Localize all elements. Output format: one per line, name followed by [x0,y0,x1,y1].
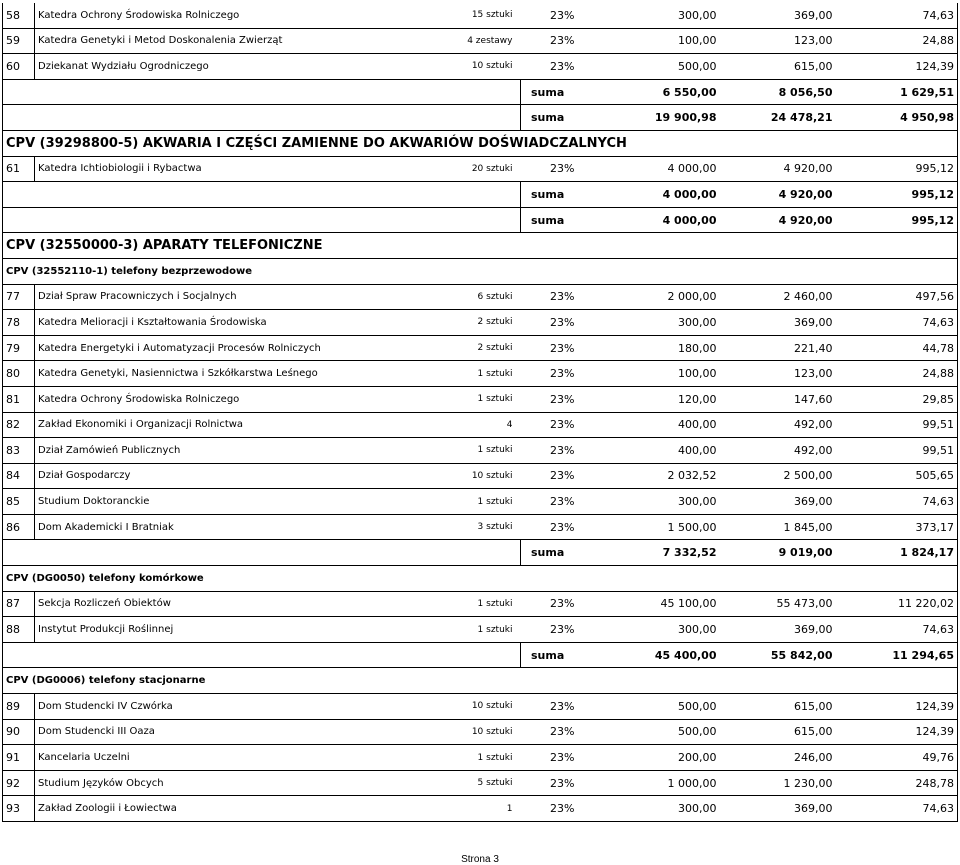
vat-rate: 23% [521,335,578,361]
sum-label: suma [521,540,578,566]
row-number: 86 [3,514,35,540]
table-row [3,386,958,412]
vat-amount: 11 220,02 [836,591,958,617]
vat-rate: 23% [521,361,578,387]
table-row [3,514,958,540]
net-value: 2 032,52 [578,463,720,489]
unit-name: Katedra Ochrony Środowiska Rolniczego [35,386,449,412]
gross-value: 123,00 [720,28,836,54]
quantity: 1 sztuki [449,438,521,464]
sum-net: 4 000,00 [578,207,720,233]
gross-value: 4 920,00 [720,156,836,182]
quantity: 1 sztuki [449,745,521,771]
row-number: 91 [3,745,35,771]
cpv-group-heading [3,233,958,259]
heading-text: CPV (DG0050) telefony komórkowe [3,566,958,592]
gross-value: 615,00 [720,694,836,720]
sum-net: 6 550,00 [578,79,720,105]
quantity: 1 sztuki [449,617,521,643]
vat-amount: 74,63 [836,796,958,822]
cpv-subgroup-heading [3,258,958,284]
net-value: 300,00 [578,796,720,822]
net-value: 300,00 [578,617,720,643]
quantity: 2 sztuki [449,335,521,361]
unit-name: Dział Spraw Pracowniczych i Socjalnych [35,284,449,310]
table-row [3,719,958,745]
vat-rate: 23% [521,284,578,310]
unit-name: Kancelaria Uczelni [35,745,449,771]
sum-spacer [3,207,521,233]
table-row [3,796,958,822]
sum-gross: 4 920,00 [720,182,836,208]
sum-label: suma [521,79,578,105]
gross-value: 369,00 [720,310,836,336]
unit-name: Dom Studencki IV Czwórka [35,694,449,720]
sum-gross: 9 019,00 [720,540,836,566]
sum-vat: 4 950,98 [836,105,958,131]
quantity: 1 sztuki [449,591,521,617]
table-row [3,412,958,438]
unit-name: Katedra Genetyki i Metod Doskonalenia Zwierząt [35,28,449,54]
unit-name: Sekcja Rozliczeń Obiektów [35,591,449,617]
gross-value: 1 845,00 [720,514,836,540]
vat-amount: 24,88 [836,28,958,54]
sum-gross: 55 842,00 [720,642,836,668]
gross-value: 369,00 [720,796,836,822]
heading-text: CPV (32552110-1) telefony bezprzewodowe [3,258,958,284]
gross-value: 492,00 [720,412,836,438]
net-value: 300,00 [578,310,720,336]
vat-rate: 23% [521,694,578,720]
unit-name: Dom Studencki III Oaza [35,719,449,745]
gross-value: 123,00 [720,361,836,387]
sum-vat: 11 294,65 [836,642,958,668]
quantity: 15 sztuki [449,3,521,28]
vat-rate: 23% [521,617,578,643]
quantity: 1 sztuki [449,386,521,412]
row-number: 59 [3,28,35,54]
page-number: Strona 3 [461,854,499,865]
sum-vat: 995,12 [836,207,958,233]
sum-spacer [3,79,521,105]
row-number: 85 [3,489,35,515]
net-value: 400,00 [578,438,720,464]
sum-row [3,207,958,233]
vat-rate: 23% [521,28,578,54]
vat-rate: 23% [521,745,578,771]
vat-amount: 74,63 [836,617,958,643]
table-row [3,156,958,182]
net-value: 180,00 [578,335,720,361]
quantity: 2 sztuki [449,310,521,336]
vat-rate: 23% [521,719,578,745]
quantity: 5 sztuki [449,770,521,796]
cpv-group-heading [3,130,958,156]
net-value: 4 000,00 [578,156,720,182]
vat-amount: 74,63 [836,489,958,515]
table-row [3,28,958,54]
net-value: 500,00 [578,719,720,745]
heading-text: CPV (DG0006) telefony stacjonarne [3,668,958,694]
heading-text: CPV (39298800-5) AKWARIA I CZĘŚCI ZAMIENNE DO AKWARIÓW DOŚWIADCZALNYCH [3,130,958,156]
gross-value: 369,00 [720,617,836,643]
table-body [3,3,958,822]
vat-rate: 23% [521,514,578,540]
net-value: 400,00 [578,412,720,438]
cpv-subgroup-heading [3,668,958,694]
sum-vat: 995,12 [836,182,958,208]
sum-spacer [3,105,521,131]
cost-table [2,3,958,822]
sum-spacer [3,540,521,566]
row-number: 79 [3,335,35,361]
vat-amount: 24,88 [836,361,958,387]
net-value: 300,00 [578,3,720,28]
row-number: 61 [3,156,35,182]
unit-name: Dom Akademicki I Bratniak [35,514,449,540]
sum-net: 4 000,00 [578,182,720,208]
table-row [3,284,958,310]
table-row [3,770,958,796]
quantity: 1 sztuki [449,361,521,387]
unit-name: Katedra Melioracji i Kształtowania Środowiska [35,310,449,336]
vat-rate: 23% [521,796,578,822]
vat-rate: 23% [521,54,578,80]
vat-rate: 23% [521,463,578,489]
unit-name: Studium Doktoranckie [35,489,449,515]
sum-vat: 1 629,51 [836,79,958,105]
unit-name: Zakład Ekonomiki i Organizacji Rolnictwa [35,412,449,438]
sum-net: 45 400,00 [578,642,720,668]
quantity: 20 sztuki [449,156,521,182]
row-number: 92 [3,770,35,796]
net-value: 500,00 [578,54,720,80]
sum-gross: 8 056,50 [720,79,836,105]
unit-name: Dziekanat Wydziału Ogrodniczego [35,54,449,80]
vat-amount: 99,51 [836,438,958,464]
row-number: 80 [3,361,35,387]
vat-amount: 74,63 [836,3,958,28]
gross-value: 369,00 [720,489,836,515]
row-number: 84 [3,463,35,489]
vat-rate: 23% [521,591,578,617]
table-row [3,3,958,28]
vat-amount: 248,78 [836,770,958,796]
unit-name: Katedra Genetyki, Nasiennictwa i Szkółkarstwa Leśnego [35,361,449,387]
sum-spacer [3,642,521,668]
gross-value: 147,60 [720,386,836,412]
row-number: 81 [3,386,35,412]
gross-value: 2 460,00 [720,284,836,310]
unit-name: Katedra Energetyki i Automatyzacji Procesów Rolniczych [35,335,449,361]
vat-rate: 23% [521,156,578,182]
sum-label: suma [521,642,578,668]
row-number: 82 [3,412,35,438]
vat-rate: 23% [521,489,578,515]
unit-name: Zakład Zoologii i Łowiectwa [35,796,449,822]
table-row [3,54,958,80]
sum-gross: 4 920,00 [720,207,836,233]
sum-row [3,540,958,566]
cpv-subgroup-heading [3,566,958,592]
quantity: 3 sztuki [449,514,521,540]
quantity: 10 sztuki [449,719,521,745]
sum-label: suma [521,182,578,208]
table-row [3,310,958,336]
net-value: 100,00 [578,28,720,54]
heading-text: CPV (32550000-3) APARATY TELEFONICZNE [3,233,958,259]
net-value: 300,00 [578,489,720,515]
unit-name: Studium Języków Obcych [35,770,449,796]
gross-value: 1 230,00 [720,770,836,796]
vat-amount: 44,78 [836,335,958,361]
gross-value: 492,00 [720,438,836,464]
vat-amount: 505,65 [836,463,958,489]
vat-amount: 373,17 [836,514,958,540]
vat-amount: 74,63 [836,310,958,336]
row-number: 60 [3,54,35,80]
row-number: 77 [3,284,35,310]
table-row [3,438,958,464]
net-value: 1 500,00 [578,514,720,540]
sum-row [3,642,958,668]
sum-row [3,79,958,105]
table-row [3,617,958,643]
row-number: 90 [3,719,35,745]
vat-rate: 23% [521,3,578,28]
quantity: 4 [449,412,521,438]
table-row [3,745,958,771]
quantity: 6 sztuki [449,284,521,310]
net-value: 500,00 [578,694,720,720]
row-number: 93 [3,796,35,822]
table-row [3,694,958,720]
vat-rate: 23% [521,438,578,464]
gross-value: 221,40 [720,335,836,361]
row-number: 58 [3,3,35,28]
vat-amount: 497,56 [836,284,958,310]
vat-amount: 995,12 [836,156,958,182]
table-row [3,489,958,515]
table-row [3,591,958,617]
quantity: 10 sztuki [449,463,521,489]
unit-name: Katedra Ichtiobiologii i Rybactwa [35,156,449,182]
gross-value: 615,00 [720,54,836,80]
sum-row [3,105,958,131]
net-value: 200,00 [578,745,720,771]
row-number: 78 [3,310,35,336]
vat-amount: 124,39 [836,694,958,720]
row-number: 83 [3,438,35,464]
vat-amount: 99,51 [836,412,958,438]
net-value: 45 100,00 [578,591,720,617]
sum-gross: 24 478,21 [720,105,836,131]
gross-value: 615,00 [720,719,836,745]
vat-amount: 124,39 [836,719,958,745]
vat-amount: 124,39 [836,54,958,80]
sum-label: suma [521,105,578,131]
quantity: 10 sztuki [449,54,521,80]
vat-rate: 23% [521,770,578,796]
sum-row [3,182,958,208]
vat-rate: 23% [521,310,578,336]
quantity: 1 sztuki [449,489,521,515]
sum-vat: 1 824,17 [836,540,958,566]
vat-amount: 29,85 [836,386,958,412]
quantity: 10 sztuki [449,694,521,720]
quantity: 1 [449,796,521,822]
table-row [3,463,958,489]
unit-name: Dział Gospodarczy [35,463,449,489]
sum-net: 7 332,52 [578,540,720,566]
unit-name: Katedra Ochrony Środowiska Rolniczego [35,3,449,28]
net-value: 2 000,00 [578,284,720,310]
table-row [3,361,958,387]
vat-rate: 23% [521,386,578,412]
sum-label: suma [521,207,578,233]
net-value: 120,00 [578,386,720,412]
net-value: 1 000,00 [578,770,720,796]
gross-value: 246,00 [720,745,836,771]
net-value: 100,00 [578,361,720,387]
unit-name: Instytut Produkcji Roślinnej [35,617,449,643]
vat-amount: 49,76 [836,745,958,771]
row-number: 88 [3,617,35,643]
sum-net: 19 900,98 [578,105,720,131]
sum-spacer [3,182,521,208]
gross-value: 2 500,00 [720,463,836,489]
row-number: 87 [3,591,35,617]
unit-name: Dział Zamówień Publicznych [35,438,449,464]
vat-rate: 23% [521,412,578,438]
quantity: 4 zestawy [449,28,521,54]
gross-value: 369,00 [720,3,836,28]
gross-value: 55 473,00 [720,591,836,617]
table-row [3,335,958,361]
row-number: 89 [3,694,35,720]
